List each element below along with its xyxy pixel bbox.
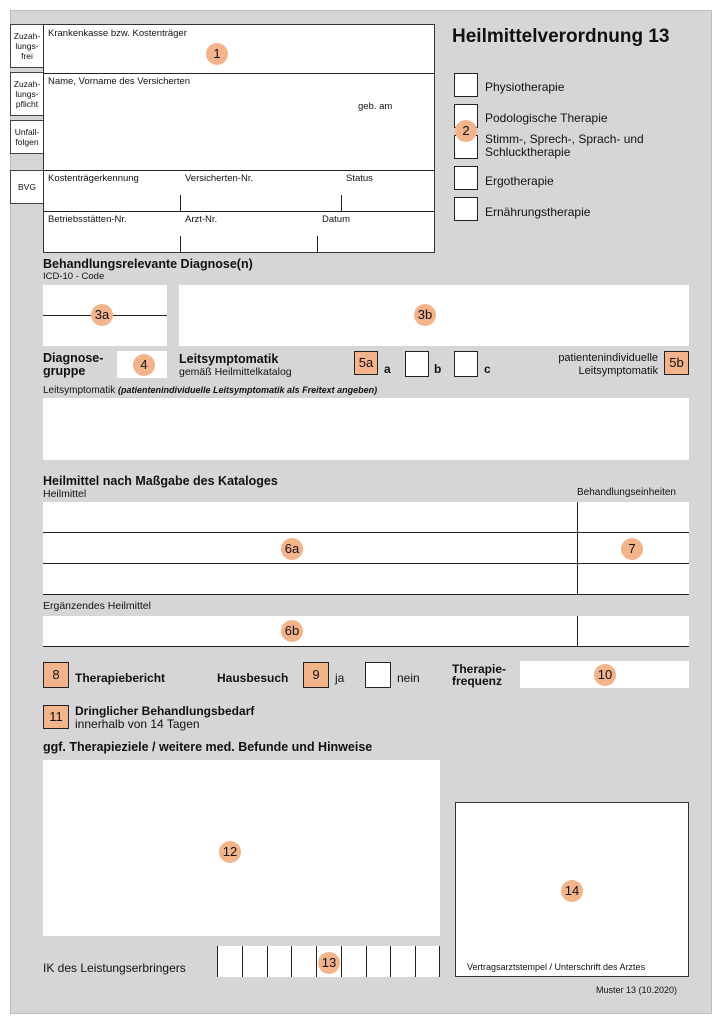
marker-10: 10 bbox=[594, 664, 616, 686]
doctor-number-label: Arzt-Nr. bbox=[185, 214, 218, 225]
divider bbox=[180, 236, 181, 253]
ik-label: IK des Leistungserbringers bbox=[43, 961, 186, 975]
freetext-label bbox=[43, 385, 377, 396]
divider bbox=[316, 946, 317, 977]
divider bbox=[390, 946, 391, 977]
divider bbox=[43, 594, 689, 595]
divider bbox=[439, 946, 440, 977]
marker-13: 13 bbox=[318, 952, 340, 974]
option-b-checkbox[interactable] bbox=[405, 351, 429, 377]
divider bbox=[43, 73, 435, 74]
therapy-report-label: Therapiebericht bbox=[75, 671, 166, 685]
option-a-label: a bbox=[384, 362, 391, 376]
marker-1: 1 bbox=[206, 43, 228, 65]
podology-label: Podologische Therapie bbox=[485, 111, 608, 125]
supplementary-field[interactable] bbox=[43, 616, 689, 647]
marker-11[interactable]: 11 bbox=[43, 705, 69, 729]
remedies-heading: Heilmittel nach Maßgabe des Kataloges bbox=[43, 474, 278, 488]
nutrition-therapy-label: Ernährungstherapie bbox=[485, 205, 591, 219]
form-title: Heilmittelverordnung 13 bbox=[452, 26, 670, 47]
side-label-zuzahlungsfrei[interactable]: Zuzah- lungs- frei bbox=[10, 24, 44, 68]
insurer-label: Krankenkasse bzw. Kostenträger bbox=[48, 28, 187, 39]
marker-14: 14 bbox=[561, 880, 583, 902]
frequency-label: Therapie- frequenz bbox=[452, 662, 507, 688]
marker-9[interactable]: 9 bbox=[303, 662, 329, 688]
remedy-label: Heilmittel bbox=[43, 488, 87, 500]
carrier-id-label: Kostenträgerkennung bbox=[48, 173, 139, 184]
name-label: Name, Vorname des Versicherten bbox=[48, 76, 191, 87]
goals-heading: ggf. Therapieziele / weitere med. Befunde und Hinweise bbox=[43, 740, 373, 754]
side-label-bvg[interactable]: BVG bbox=[10, 170, 44, 204]
divider bbox=[291, 946, 292, 977]
divider bbox=[43, 563, 689, 564]
physiotherapy-checkbox[interactable] bbox=[454, 73, 478, 97]
marker-5b[interactable]: 5b bbox=[664, 351, 689, 375]
freetext-label-text: Leitsymptomatik bbox=[43, 385, 116, 396]
diagnosis-group-label: Diagnose- gruppe bbox=[43, 351, 104, 378]
option-b-label: b bbox=[434, 362, 442, 376]
marker-6b: 6b bbox=[281, 620, 303, 642]
marker-2: 2 bbox=[455, 120, 477, 142]
divider bbox=[43, 211, 435, 212]
divider bbox=[43, 532, 689, 533]
divider bbox=[43, 170, 435, 171]
divider bbox=[577, 616, 578, 647]
nutrition-therapy-checkbox[interactable] bbox=[454, 197, 478, 221]
individual-symptom-label: patientenindividuelle Leitsymptomatik bbox=[558, 352, 658, 377]
occupational-therapy-label: Ergotherapie bbox=[485, 174, 554, 188]
home-visit-no-checkbox[interactable] bbox=[365, 662, 391, 688]
marker-3b: 3b bbox=[414, 304, 436, 326]
home-visit-label: Hausbesuch bbox=[217, 671, 289, 685]
divider bbox=[341, 946, 342, 977]
leitsymptomatik-label: Leitsymptomatik bbox=[179, 352, 279, 366]
date-label: Datum bbox=[322, 214, 350, 225]
divider bbox=[341, 195, 342, 211]
freetext-field[interactable] bbox=[43, 398, 689, 460]
catalog-label: gemäß Heilmittelkatalog bbox=[179, 366, 292, 378]
no-label: nein bbox=[397, 671, 420, 685]
occupational-therapy-checkbox[interactable] bbox=[454, 166, 478, 190]
marker-5a[interactable]: 5a bbox=[354, 351, 378, 375]
supplementary-label: Ergänzendes Heilmittel bbox=[43, 600, 151, 612]
insured-number-label: Versicherten-Nr. bbox=[185, 173, 254, 184]
icd-label: ICD-10 - Code bbox=[43, 271, 105, 282]
divider bbox=[317, 236, 318, 253]
speech-therapy-label: Stimm-, Sprech-, Sprach- und Schlucktherapie bbox=[485, 132, 644, 159]
side-label-unfallfolgen[interactable]: Unfall- folgen bbox=[10, 120, 44, 154]
divider bbox=[180, 195, 181, 211]
urgent-subtitle: innerhalb von 14 Tagen bbox=[75, 717, 200, 731]
marker-8[interactable]: 8 bbox=[43, 662, 69, 688]
divider bbox=[577, 502, 578, 595]
marker-4: 4 bbox=[133, 354, 155, 376]
physiotherapy-label: Physiotherapie bbox=[485, 80, 565, 94]
option-c-checkbox[interactable] bbox=[454, 351, 478, 377]
option-c-label: c bbox=[484, 362, 491, 376]
freetext-hint: (patientenindividuelle Leitsymptomatik als Freitext angeben) bbox=[118, 385, 378, 395]
site-number-label: Betriebsstätten-Nr. bbox=[48, 214, 127, 225]
marker-3a: 3a bbox=[91, 304, 113, 326]
form-version: Muster 13 (10.2020) bbox=[596, 985, 678, 995]
divider bbox=[242, 946, 243, 977]
marker-7: 7 bbox=[621, 538, 643, 560]
divider bbox=[366, 946, 367, 977]
diagnosis-heading: Behandlungsrelevante Diagnose(n) bbox=[43, 257, 253, 271]
divider bbox=[415, 946, 416, 977]
marker-12: 12 bbox=[219, 841, 241, 863]
yes-label: ja bbox=[335, 671, 345, 685]
divider bbox=[217, 946, 218, 977]
stamp-label: Vertragsarztstempel / Unterschrift des Arztes bbox=[467, 962, 646, 972]
side-label-zuzahlungspflicht[interactable]: Zuzah- lungs- pflicht bbox=[10, 72, 44, 116]
marker-6a: 6a bbox=[281, 538, 303, 560]
urgent-label: Dringlicher Behandlungsbedarf bbox=[75, 704, 255, 718]
birth-date-label: geb. am bbox=[358, 101, 393, 112]
units-label: Behandlungseinheiten bbox=[577, 487, 676, 498]
status-label: Status bbox=[346, 173, 373, 184]
goals-field[interactable] bbox=[43, 760, 440, 936]
remedies-table[interactable] bbox=[43, 502, 689, 595]
divider bbox=[267, 946, 268, 977]
divider bbox=[43, 646, 689, 647]
